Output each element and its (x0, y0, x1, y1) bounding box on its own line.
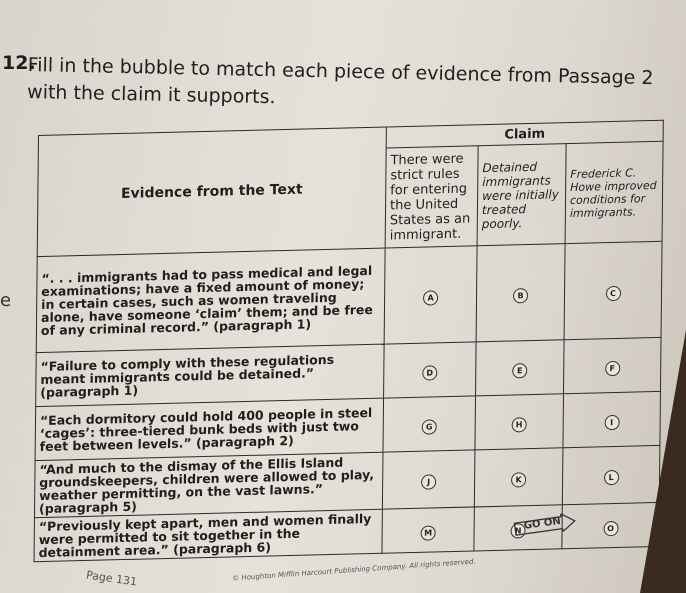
answer-bubble[interactable]: I (604, 414, 619, 429)
answer-bubble[interactable]: O (603, 520, 618, 535)
answer-bubble[interactable]: H (512, 417, 527, 432)
evidence-cell: “Failure to comply with these regulations meant immigrants could be detained.” (paragraph 1) (36, 344, 384, 407)
evidence-cell: “And much to the dismay of the Ellis Island groundskeepers, children were allowed to play, weather permitting, on the vast lawns.” (paragraph 5) (34, 452, 382, 518)
claim-header: Claim (386, 120, 663, 148)
copyright-notice: © Houghton Mifflin Harcourt Publishing Company. All rights reserved. (232, 557, 476, 583)
answer-bubble[interactable]: C (605, 285, 620, 300)
answer-bubble[interactable]: G (422, 419, 437, 434)
evidence-claim-table (34, 120, 663, 561)
answer-bubble[interactable]: B (513, 288, 528, 303)
answer-bubble[interactable]: D (422, 365, 437, 380)
evidence-cell: “Each dormitory could hold 400 people in steel ‘cages’: three-tiered bunk beds with just two feet between levels.” (paragraph 2) (35, 398, 383, 461)
go-on-label: GO ON (523, 515, 562, 532)
claim-1: There were strict rules for entering the United States as an immigrant. (385, 146, 478, 248)
answer-bubble[interactable]: L (604, 470, 619, 485)
claim-3: Frederick C. Howe improved conditions for immigrants. (565, 141, 663, 243)
answer-bubble[interactable]: K (511, 472, 526, 487)
evidence-cell: “Previously kept apart, men and women finally were permitted to sit together in the detainment area.” (paragraph 6) (34, 509, 382, 562)
side-letter: e (0, 290, 12, 311)
question-text: Fill in the bubble to match each piece of evidence from Passage 2 with the claim it supports. (26, 53, 654, 109)
answer-bubble[interactable]: J (421, 474, 436, 489)
answer-bubble[interactable]: A (423, 290, 438, 305)
evidence-cell: “. . . immigrants had to pass medical and legal examinations; have a fixed amount of money; in certain cases, such as women traveling alone, have someone ‘claim’ them; and be free of any criminal record.” (paragraph 1) (36, 248, 385, 353)
table-row (36, 241, 662, 352)
answer-bubble[interactable]: N (511, 523, 526, 538)
answer-bubble[interactable]: F (605, 360, 620, 375)
question-number: 12. (2, 52, 36, 74)
answer-bubble[interactable]: M (421, 525, 436, 540)
answer-bubble[interactable]: E (512, 363, 527, 378)
claim-2: Detained immigrants were initially treated poorly. (477, 144, 566, 246)
page-number: Page 131 (85, 568, 138, 589)
evidence-header: Evidence from the Text (37, 127, 386, 257)
